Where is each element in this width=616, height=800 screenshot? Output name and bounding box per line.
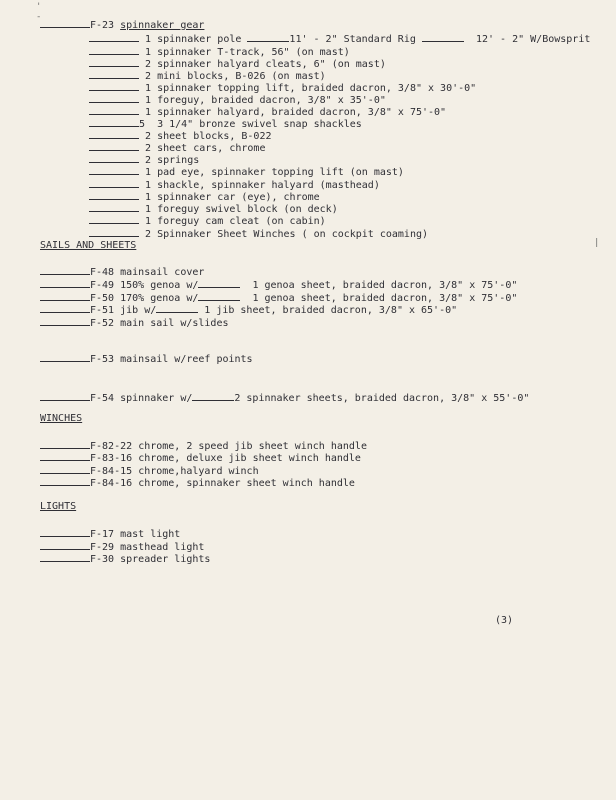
item-text: spinnaker car (eye), chrome: [157, 192, 320, 203]
gear-item: [89, 164, 404, 176]
item-text: springs: [157, 155, 200, 166]
item-extra: 1 genoa sheet, braided dacron, 3/8" x 75'-0": [252, 280, 518, 291]
item-text: spinnaker halyard, braided dacron, 3/8" x 75'-0": [157, 107, 447, 118]
item-text: chrome, deluxe jib sheet winch handle: [138, 453, 361, 464]
light-item: [40, 539, 204, 551]
item-qty: 1: [145, 216, 152, 227]
item-qty: 1: [145, 167, 152, 178]
item-text: sheet blocks, B-022: [157, 131, 272, 142]
section-heading-sails: SAILS AND SHEETS: [40, 240, 137, 251]
winch-item: [40, 463, 259, 475]
item-qty: 1: [145, 192, 152, 203]
stray-mark: -: [36, 12, 42, 22]
item-extra: 1 jib sheet, braided dacron, 3/8" x 65'-0": [204, 305, 458, 316]
spinnaker-gear-header: [40, 17, 204, 29]
gear-item-pole: [89, 31, 590, 43]
gear-item: [89, 68, 326, 80]
item-code: F-48: [90, 267, 115, 278]
item-qty: 2: [145, 155, 152, 166]
gear-item: [89, 226, 428, 238]
bowsprit-label: W/Bowsprit: [530, 34, 591, 45]
item-code: F-23: [90, 20, 115, 31]
item-text: spinnaker w/: [120, 393, 193, 404]
item-text: chrome, spinnaker sheet winch handle: [138, 478, 355, 489]
item-text: main sail w/slides: [120, 318, 229, 329]
item-text: spinnaker T-track, 56" (on mast): [157, 47, 350, 58]
stray-mark: ': [36, 2, 42, 12]
light-item: [40, 551, 210, 563]
bowsprit-length: 12' - 2": [475, 34, 525, 45]
item-code: F-51: [90, 305, 115, 316]
sail-item: [40, 302, 457, 314]
gear-item: [89, 92, 386, 104]
page-number: (3): [495, 615, 514, 626]
item-text: jib w/: [120, 305, 157, 316]
gear-item: [89, 44, 350, 56]
gear-item: [89, 56, 386, 68]
item-code: F-53: [90, 354, 115, 365]
standard-label: Standard Rig: [343, 34, 416, 45]
item-code: F-82-22: [90, 441, 133, 452]
item-qty: 1: [145, 204, 152, 215]
sail-item: [40, 264, 204, 276]
standard-length: 11' - 2": [289, 34, 338, 45]
gear-item: [89, 177, 380, 189]
item-text: mast light: [120, 529, 181, 540]
item-qty: 5: [139, 119, 146, 130]
item-text: 170% genoa w/: [120, 293, 199, 304]
item-text: mainsail w/reef points: [120, 354, 253, 365]
sail-item: [40, 390, 529, 402]
item-text: Spinnaker Sheet Winches ( on cockpit coaming): [157, 229, 429, 240]
gear-item: [89, 152, 199, 164]
item-qty: 1: [145, 180, 152, 191]
section-heading-lights: LIGHTS: [40, 501, 77, 512]
item-extra: 2 spinnaker sheets, braided dacron, 3/8" x 55'-0": [234, 393, 530, 404]
winch-item: [40, 438, 367, 450]
item-code: F-84-16: [90, 478, 133, 489]
item-text: spreader lights: [120, 554, 211, 565]
item-code: F-50: [90, 293, 115, 304]
item-text: mainsail cover: [120, 267, 205, 278]
sail-item: [40, 315, 229, 327]
gear-item: [89, 104, 446, 116]
item-text: spinnaker halyard cleats, 6" (on mast): [157, 59, 386, 70]
winch-item: [40, 450, 361, 462]
item-qty: 2: [145, 71, 152, 82]
gear-item: [89, 116, 362, 128]
item-text: shackle, spinnaker halyard (masthead): [157, 180, 380, 191]
item-code: F-17: [90, 529, 115, 540]
item-qty: 1: [145, 83, 152, 94]
item-qty: 2: [145, 59, 152, 70]
gear-item: [89, 128, 271, 140]
winch-item: [40, 475, 355, 487]
item-qty: 2: [145, 143, 152, 154]
item-qty: 1: [145, 34, 152, 45]
item-extra: 1 genoa sheet, braided dacron, 3/8" x 75'-0": [252, 293, 518, 304]
item-text: spinnaker pole: [157, 34, 242, 45]
gear-item: [89, 189, 320, 201]
item-text: foreguy swivel block (on deck): [157, 204, 338, 215]
item-text: 150% genoa w/: [120, 280, 199, 291]
item-code: F-83-16: [90, 453, 133, 464]
item-text: foreguy cam cleat (on cabin): [157, 216, 326, 227]
item-code: F-49: [90, 280, 115, 291]
section-heading-winches: WINCHES: [40, 413, 83, 424]
gear-item: [89, 80, 476, 92]
light-item: [40, 526, 180, 538]
item-code: F-52: [90, 318, 115, 329]
item-text: pad eye, spinnaker topping lift (on mast): [157, 167, 404, 178]
gear-item: [89, 140, 265, 152]
item-code: F-84-15: [90, 466, 133, 477]
item-qty: 1: [145, 107, 152, 118]
sail-item: [40, 277, 517, 289]
gear-item: [89, 213, 326, 225]
item-text: 3 1/4" bronze swivel snap shackles: [157, 119, 362, 130]
item-code: F-54: [90, 393, 115, 404]
item-code: F-29: [90, 542, 115, 553]
sail-item: [40, 351, 253, 363]
stray-mark: |: [594, 238, 600, 248]
item-qty: 2: [145, 229, 152, 240]
section-title: spinnaker gear: [120, 20, 205, 31]
item-text: sheet cars, chrome: [157, 143, 266, 154]
item-text: chrome, 2 speed jib sheet winch handle: [138, 441, 367, 452]
item-text: chrome,halyard winch: [138, 466, 259, 477]
item-qty: 1: [145, 47, 152, 58]
item-qty: 1: [145, 95, 152, 106]
item-code: F-30: [90, 554, 115, 565]
gear-item: [89, 201, 338, 213]
item-text: mini blocks, B-026 (on mast): [157, 71, 326, 82]
item-text: masthead light: [120, 542, 205, 553]
item-qty: 2: [145, 131, 152, 142]
item-text: spinnaker topping lift, braided dacron, 3/8" x 30'-0": [157, 83, 477, 94]
item-text: foreguy, braided dacron, 3/8" x 35'-0": [157, 95, 386, 106]
sail-item: [40, 290, 517, 302]
